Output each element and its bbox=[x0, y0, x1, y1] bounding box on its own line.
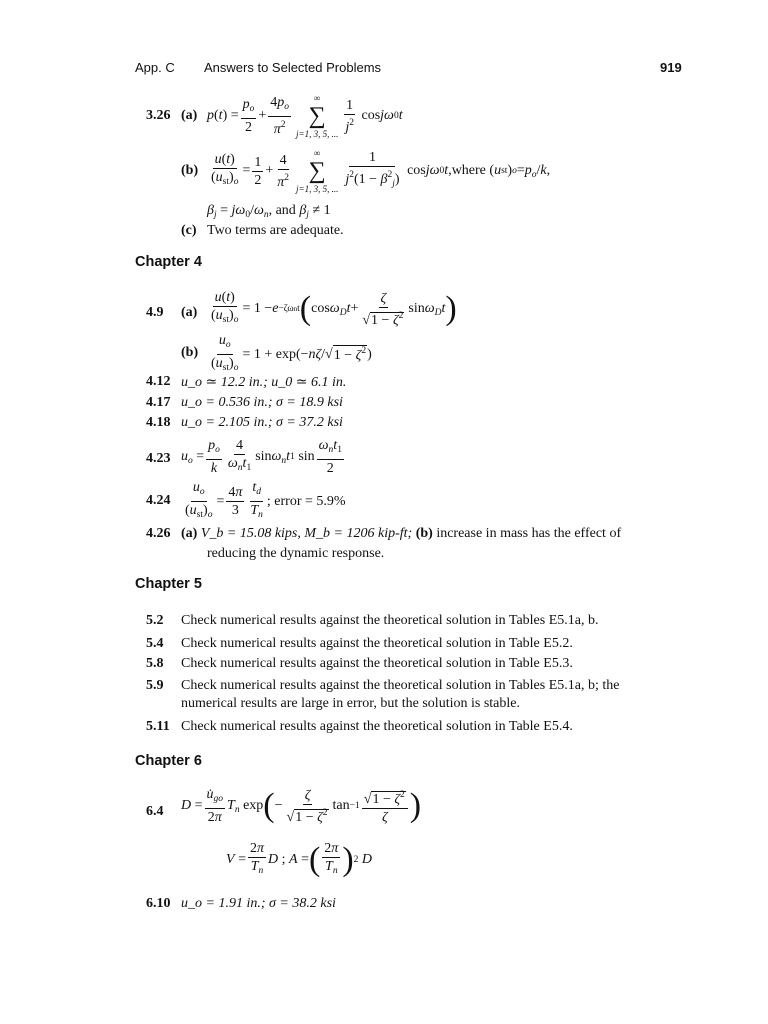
answer-6-10: u_o = 1.91 in.; σ = 38.2 ksi bbox=[181, 896, 336, 911]
equation-4-9b: $\frac{u_o}{(u_{st})_o}$ = 1 + exp(− nζ /√ $1 - \zeta^2$ ) bbox=[211, 333, 372, 373]
problem-number-4-18: 4.18 bbox=[146, 415, 171, 430]
part-a-label: (a) bbox=[181, 305, 198, 320]
part-c-label: (c) bbox=[181, 223, 197, 238]
answer-5-4: Check numerical results against the theoretical solution in Table E5.2. bbox=[181, 636, 573, 651]
answer-3-26c: Two terms are adequate. bbox=[207, 223, 344, 238]
answer-4-18: u_o = 2.105 in.; σ = 37.2 ksi bbox=[181, 415, 343, 430]
equation-3-26a: p ( t ) = $\frac{p_o}{2}$ + $\frac{4p_o}{\pi^2}$ ∞ ∑ j=1, 3, 5, ... $\frac{1}{j^2}$ cos jω 0 t bbox=[207, 93, 403, 139]
answer-5-11: Check numerical results against the theoretical solution in Table E5.4. bbox=[181, 719, 573, 734]
part-b-label: (b) bbox=[181, 345, 199, 360]
chapter-4-heading: Chapter 4 bbox=[135, 254, 202, 270]
problem-number-4-23: 4.23 bbox=[146, 451, 171, 466]
answer-5-9-cont: numerical results are large in error, but the solution is stable. bbox=[181, 696, 520, 711]
equation-6-4a: D = $\frac{u̇_{go}}{2\pi}$ $T_n$ exp ( − $\frac{\zeta}{√1 - \zeta^2}$ tan −1 $\frac{√1 - \zeta^2}{\zeta}$ ) bbox=[181, 787, 422, 825]
error-text: ; error = 5.9% bbox=[266, 493, 346, 509]
problem-number-5-9: 5.9 bbox=[146, 678, 164, 693]
answer-5-9: Check numerical results against the theoretical solution in Tables E5.1a, b; the bbox=[181, 678, 620, 693]
chapter-5-heading: Chapter 5 bbox=[135, 576, 202, 592]
answer-4-26-line2: reducing the dynamic response. bbox=[207, 546, 385, 561]
problem-number-4-24: 4.24 bbox=[146, 493, 171, 508]
and-word: and bbox=[275, 203, 296, 218]
answer-4-12: u_o ≃ 12.2 in.; u_0 ≃ 6.1 in. bbox=[181, 375, 347, 390]
problem-number-3-26: 3.26 bbox=[146, 108, 171, 123]
equation-3-26b: $\frac{u(t)}{(u_{st})_o}$ = $\frac{1}{2}$ + $\frac{4}{\pi^2}$ ∞ ∑ j=1, 3, 5, ... $\frac{1}{j^2(1 - \beta^2_j)}$ cos jω 0 t , where ( u st ) o = $p_o$ / k , bbox=[211, 148, 551, 194]
equation-4-24: $\frac{u_o}{(u_{st})_o}$ = $\frac{4\pi}{3}$ $\frac{t_d}{T_n}$ ; error = 5.9% bbox=[185, 480, 346, 520]
problem-number-5-4: 5.4 bbox=[146, 636, 164, 651]
problem-number-5-8: 5.8 bbox=[146, 656, 164, 671]
problem-number-5-2: 5.2 bbox=[146, 613, 164, 628]
chapter-6-heading: Chapter 6 bbox=[135, 753, 202, 769]
page-number: 919 bbox=[660, 60, 682, 75]
running-title: Answers to Selected Problems bbox=[204, 60, 382, 75]
problem-number-4-17: 4.17 bbox=[146, 395, 171, 410]
equation-6-4b: V = $\frac{2\pi}{T_n}$ D ; A = ( $\frac{2\pi}{T_n}$ ) 2 D bbox=[226, 841, 373, 878]
part-a-label: (a) bbox=[181, 108, 198, 123]
answer-5-2: Check numerical results against the theoretical solution in Tables E5.1a, b. bbox=[181, 613, 599, 628]
equation-4-23: $u_o$ = $\frac{p_o}{k}$ $\frac{4}{\omega_nt_1}$ sin $\omega_nt$ 1 sin $\frac{\omega_nt_1}{2}$ bbox=[181, 438, 342, 476]
answer-5-8: Check numerical results against the theoretical solution in Table E5.3. bbox=[181, 656, 573, 671]
problem-number-5-11: 5.11 bbox=[146, 719, 170, 734]
problem-number-6-4: 6.4 bbox=[146, 804, 164, 819]
answer-4-17: u_o = 0.536 in.; σ = 18.9 ksi bbox=[181, 395, 343, 410]
problem-number-4-12: 4.12 bbox=[146, 374, 171, 389]
answer-4-26-line1: (a) V_b = 15.08 kips, M_b = 1206 kip-ft; (b) increase in mass has the effect of bbox=[181, 526, 622, 541]
equation-3-26b-condition: $\beta_j = j\omega_0/\omega_n$, and $\beta_j \ne 1$ bbox=[207, 203, 331, 220]
problem-number-6-10: 6.10 bbox=[146, 896, 171, 911]
equation-4-9a: $\frac{u(t)}{(u_{st})_o}$ = 1 − e −ζωnt ( cos $\omega_Dt$ + $\frac{\zeta}{√1 - \zeta^2}$ sin $\omega_Dt$ ) bbox=[211, 290, 457, 328]
appendix-label: App. C bbox=[135, 60, 175, 75]
where-word: where bbox=[451, 163, 486, 178]
problem-number-4-9: 4.9 bbox=[146, 305, 164, 320]
part-b-label: (b) bbox=[181, 163, 199, 178]
problem-number-4-26: 4.26 bbox=[146, 526, 171, 541]
